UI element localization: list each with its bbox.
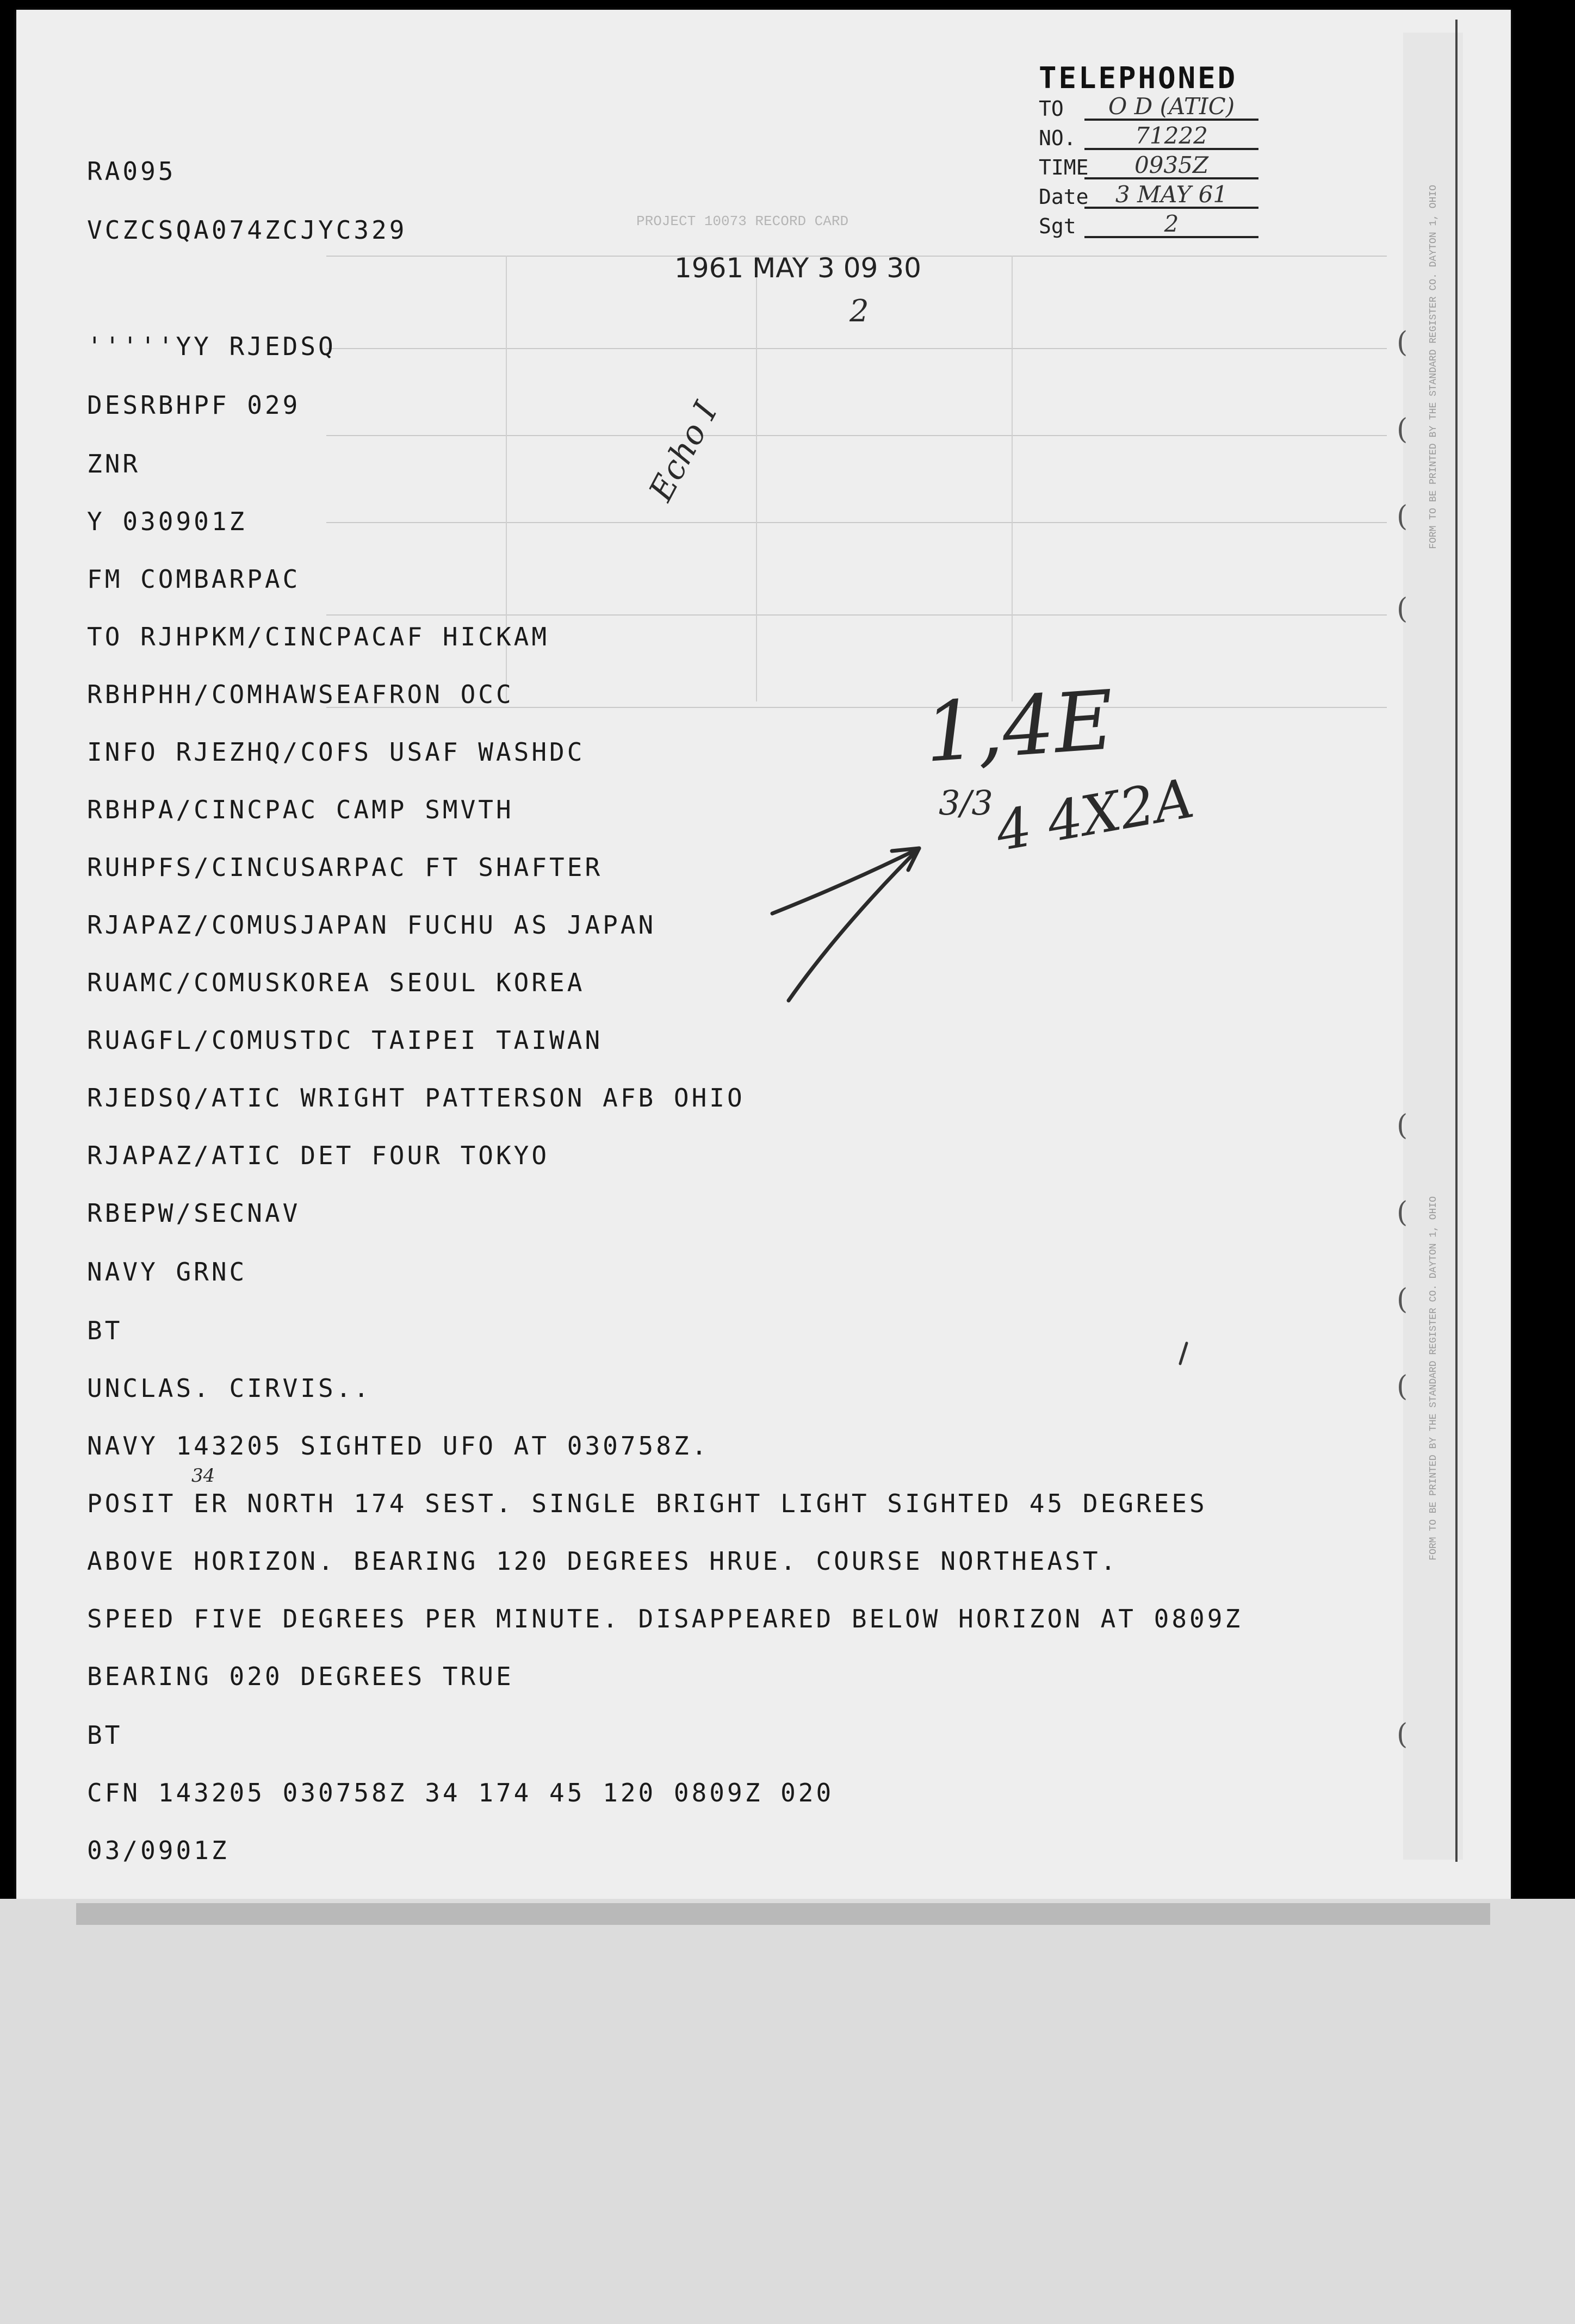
message-line: '''''YY RJEDSQ: [87, 332, 336, 361]
message-line: BT: [87, 1316, 123, 1345]
stamp-label: Sgt: [1039, 214, 1076, 238]
form-side-text: FORM TO BE PRINTED BY THE STANDARD REGISTER CO. DAYTON 1, OHIO: [1428, 185, 1439, 549]
message-line: RUAGFL/COMUSTDC TAIPEI TAIWAN: [87, 1026, 603, 1055]
message-line: RA095: [87, 157, 176, 186]
form-side-text: FORM TO BE PRINTED BY THE STANDARD REGISTER CO. DAYTON 1, OHIO: [1428, 1196, 1439, 1561]
handwritten-code-fraction: 3/3: [939, 783, 993, 823]
punch-mark: (: [1397, 326, 1408, 359]
message-line: BEARING 020 DEGREES TRUE: [87, 1662, 514, 1691]
message-line: ZNR: [87, 449, 141, 479]
punch-mark: (: [1397, 1109, 1408, 1142]
handwritten-code-main: 1,4E: [921, 673, 1117, 781]
message-line: 03/0901Z: [87, 1836, 230, 1865]
message-line: TO RJHPKM/CINCPACAF HICKAM: [87, 622, 550, 651]
punch-mark: (: [1397, 1718, 1408, 1751]
stamp-label: NO.: [1039, 126, 1076, 150]
punch-mark: (: [1397, 593, 1408, 625]
message-line: FM COMBARPAC: [87, 564, 301, 594]
posit-handwritten-note: 34: [191, 1465, 215, 1487]
message-line: VCZCSQA074ZCJYC329: [87, 215, 407, 245]
message-line: ABOVE HORIZON. BEARING 120 DEGREES HRUE. COURSE NORTHEAST.: [87, 1546, 1119, 1576]
received-date-stamp: 1961 MAY 3 09 30: [674, 252, 921, 284]
message-line: RUAMC/COMUSKOREA SEOUL KOREA: [87, 968, 585, 997]
message-line: INFO RJEZHQ/COFS USAF WASHDC: [87, 737, 585, 767]
message-line: NAVY 143205 SIGHTED UFO AT 030758Z.: [87, 1431, 710, 1461]
message-line: SPEED FIVE DEGREES PER MINUTE. DISAPPEARED BELOW HORIZON AT 0809Z: [87, 1604, 1243, 1633]
stamp-value: O D (ATIC): [1084, 95, 1258, 121]
stamp-value: 0935Z: [1084, 153, 1258, 179]
handwritten-code-secondary: 4 4X2A: [991, 766, 1199, 863]
stamp-value: 3 MAY 61: [1084, 183, 1258, 209]
stamp-value: 2: [1084, 212, 1258, 238]
message-line: RJEDSQ/ATIC WRIGHT PATTERSON AFB OHIO: [87, 1083, 745, 1113]
punch-mark: (: [1397, 413, 1408, 446]
message-line: CFN 143205 030758Z 34 174 45 120 0809Z 020: [87, 1778, 834, 1807]
message-line: BT: [87, 1720, 123, 1750]
stamp-value: 71222: [1084, 124, 1258, 150]
message-line: RBHPA/CINCPAC CAMP SMVTH: [87, 795, 514, 824]
stamp-title: TELEPHONED: [1039, 61, 1238, 95]
ghost-form-title: PROJECT 10073 RECORD CARD: [636, 213, 849, 229]
message-line: RJAPAZ/COMUSJAPAN FUCHU AS JAPAN: [87, 910, 656, 940]
punch-mark: (: [1397, 1196, 1408, 1229]
stamp-label: TO: [1039, 97, 1064, 121]
message-line: RBEPW/SECNAV: [87, 1198, 301, 1228]
punch-mark: (: [1397, 500, 1408, 533]
stamp-label: Date: [1039, 185, 1089, 209]
message-line: NAVY GRNC: [87, 1257, 247, 1287]
punch-mark: (: [1397, 1370, 1408, 1403]
message-line: RUHPFS/CINCUSARPAC FT SHAFTER: [87, 853, 603, 882]
date-stamp-handwritten-note: 2: [849, 294, 869, 329]
message-line: UNCLAS. CIRVIS..: [87, 1374, 372, 1403]
message-line: POSIT ER NORTH 174 SEST. SINGLE BRIGHT LIGHT SIGHTED 45 DEGREES: [87, 1489, 1207, 1518]
message-line: Y 030901Z: [87, 507, 247, 536]
message-line: RJAPAZ/ATIC DET FOUR TOKYO: [87, 1141, 550, 1170]
margin-note-echo: Echo I: [642, 395, 726, 507]
stamp-label: TIME: [1039, 156, 1089, 179]
punch-mark: (: [1397, 1283, 1408, 1316]
message-line: DESRBHPF 029: [87, 390, 301, 420]
message-line: RBHPHH/COMHAWSEAFRON OCC: [87, 680, 514, 709]
